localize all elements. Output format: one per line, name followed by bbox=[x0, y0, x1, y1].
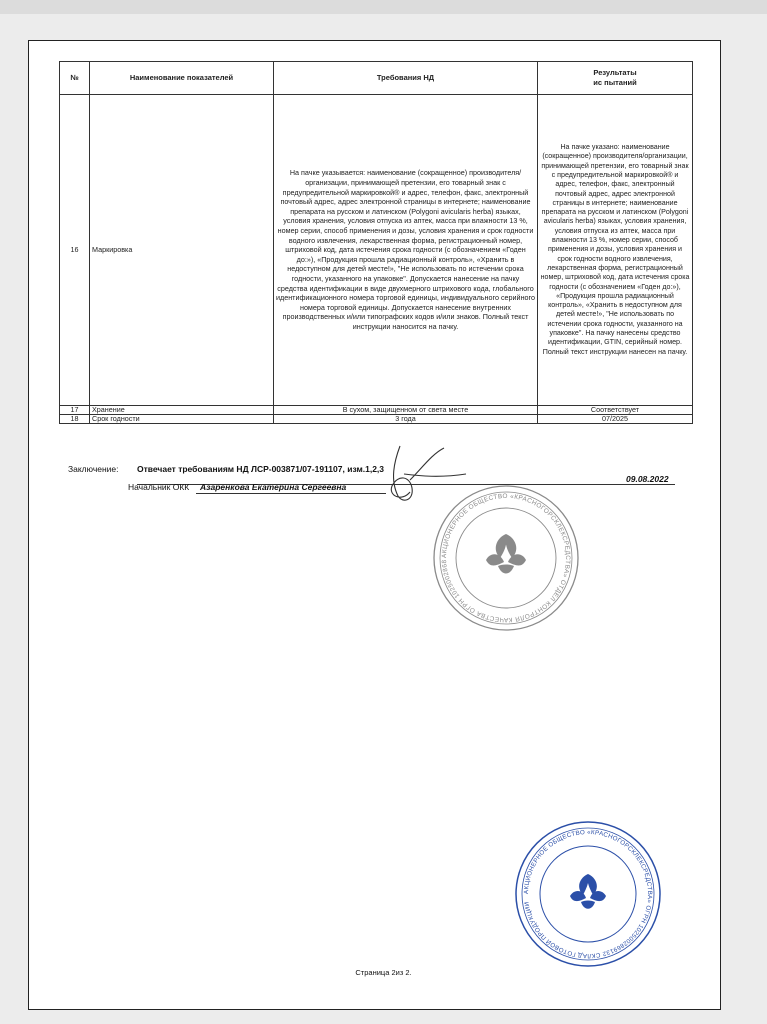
conclusion-text: Отвечает требованиям НД ЛСР-003871/07-191107, изм.1,2,3 bbox=[137, 464, 385, 474]
scan-top-edge bbox=[0, 0, 767, 14]
page-number: Страница 2из 2. bbox=[355, 968, 412, 977]
row-requirements: На пачке указывается: наименование (сокращенное) производителя/организации, принимающей претензии, его товарный знак с предупредительной маркировкой® и адрес, телефон, факс, электронный почтовый адрес, адрес электронной страницы в интернете; наименование препарата на русском и латинском (Polygoni avicularis herba) языках, условия хранения, условия отпуска из аптек, масса при влажности 13 %, номер серии, способ применения и дозы, условия хранения и срок годности водного извлечения, лекарственная форма, регистрационный номер, штриховой код, дата истечения срока годности (с обозначением «Годен до:»), «Продукция прошла радиационный контроль», «Хранить в недоступном для детей месте!», "Не использовать по истечении срока годности, указанного на упаковке". Допускается нанесение на пачку средства идентификации в виде двухмерного штрихового кода, глобального идентификационного номера торговой единицы, индивидуального серийного номера торговой единицы. Допускается нанесение внутренних производственных и/или типографских кодов и/или знаков. Полный текст инструкции наносится на пачку. bbox=[274, 95, 538, 406]
signatory-title: Начальник ОКК bbox=[128, 482, 190, 492]
table-header-row bbox=[60, 62, 693, 95]
header-num: № bbox=[60, 62, 90, 95]
table-row bbox=[60, 415, 693, 424]
results-table bbox=[59, 61, 693, 424]
header-requirements: Требования НД bbox=[274, 62, 538, 95]
row-requirements: 3 года bbox=[274, 415, 538, 424]
row-name: Маркировка bbox=[90, 95, 274, 406]
warehouse-stamp-ring-text: АКЦИОНЕРНОЕ ОБЩЕСТВО «КРАСНОГОРСКЛЕКСРЕДСТВА» ОГРН 1025002869132 СКЛАД ГОТОВОЙ ПРОДУКЦИИ bbox=[522, 828, 654, 960]
row-num: 16 bbox=[60, 95, 90, 406]
header-results: Результаты ис пытаний bbox=[538, 62, 693, 95]
signatory-name: Азаренкова Екатерина Сергеевна bbox=[200, 482, 347, 492]
signatory-underline bbox=[196, 493, 386, 494]
row-num: 18 bbox=[60, 415, 90, 424]
table-row bbox=[60, 406, 693, 415]
header-name: Наименование показателей bbox=[90, 62, 274, 95]
warehouse-stamp bbox=[512, 818, 664, 970]
conclusion-date: 09.08.2022 bbox=[626, 474, 669, 484]
row-name: Хранение bbox=[90, 406, 274, 415]
svg-text:АКЦИОНЕРНОЕ ОБЩЕСТВО «КРАСНОГО bbox=[523, 829, 653, 959]
row-requirements: В сухом, защищенном от света месте bbox=[274, 406, 538, 415]
row-results: Соответствует bbox=[538, 406, 693, 415]
conclusion-label: Заключение: bbox=[68, 464, 119, 474]
warehouse-stamp-leaf-emblem bbox=[570, 874, 606, 909]
qc-stamp-ring-text: АКЦИОНЕРНОЕ ОБЩЕСТВО «КРАСНОГОРСКЛЕКСРЕДСТВА» ОТДЕЛ КОНТРОЛЯ КАЧЕСТВА ОГРН 1025002868 bbox=[440, 492, 572, 624]
row-results: На пачке указано: наименование (сокращенное) производителя/организации, принимающей претензии, его товарный знак с предупредительной маркировкой® и адрес, телефон, факс, электронный почтовый адрес, адрес электронной страницы в интернете; наименование препарата на русском и латинском (Polygoni avicularis herba) языках, условия хранения, условия отпуска из аптек, масса при влажности 13 %, номер серии, способ применения и дозы, условия хранения и срок годности водного извлечения, лекарственная форма, регистрационный номер, штриховой код, дата истечения срока годности (с обозначением «Годен до:»), «Продукция прошла радиационный контроль», «Хранить в недоступном для детей месте!», "Не использовать по истечении срока годности, указанного на упаковке". На пачку нанесены средство идентификации, GTIN, серийный номер. Полный текст инструкции нанесен на пачку. bbox=[538, 95, 693, 406]
row-results: 07/2025 bbox=[538, 415, 693, 424]
qc-stamp-leaf-emblem bbox=[486, 534, 526, 574]
table-row bbox=[60, 95, 693, 406]
row-name: Срок годности bbox=[90, 415, 274, 424]
qc-department-stamp bbox=[430, 482, 582, 634]
row-num: 17 bbox=[60, 406, 90, 415]
